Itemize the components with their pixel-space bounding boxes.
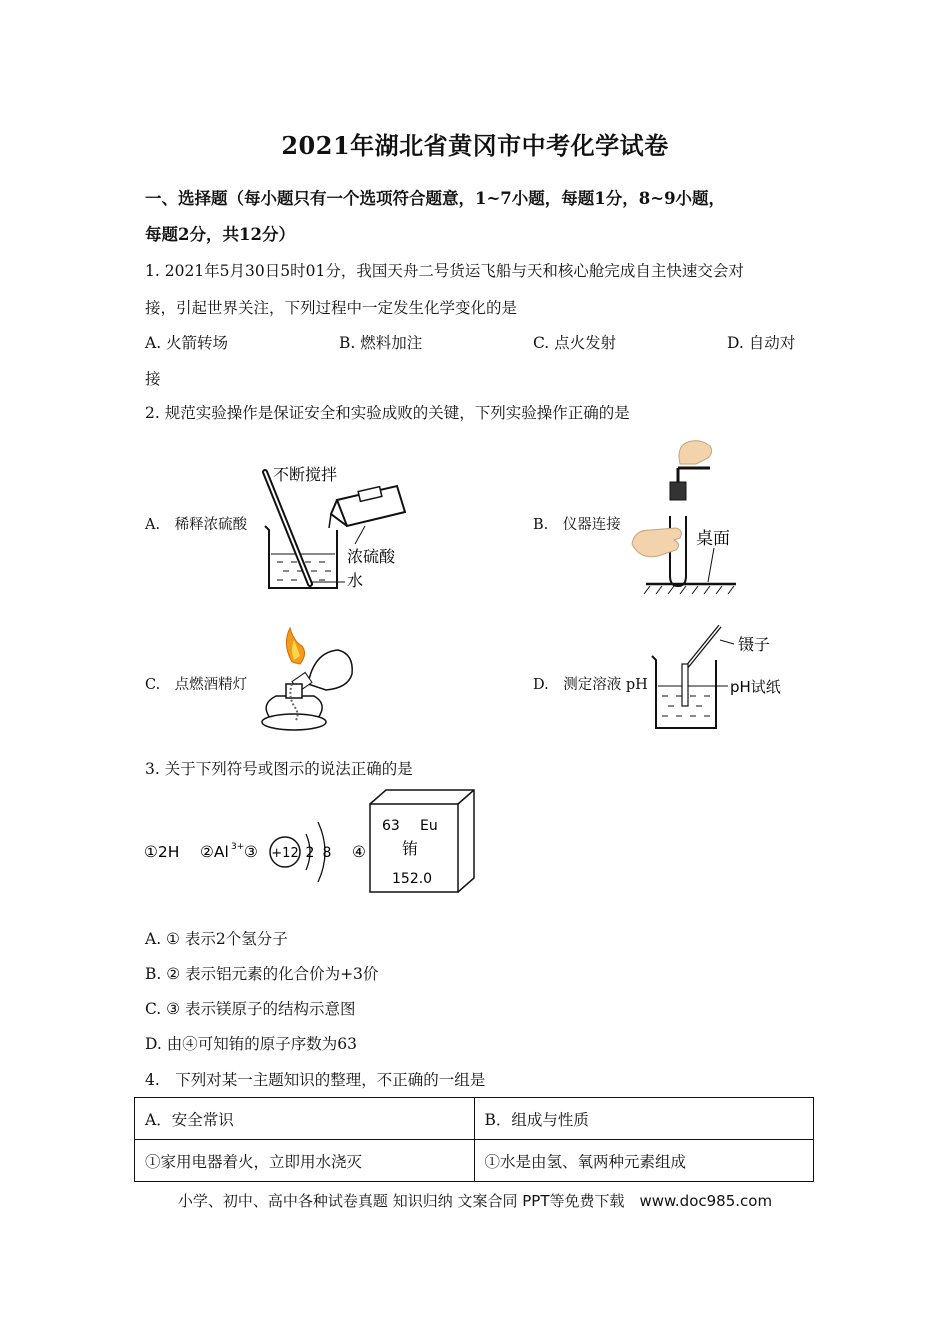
q4-stem: 4. 下列对某一主题知识的整理，不正确的一组是 — [145, 1071, 486, 1089]
q1-option-b: B. 燃料加注 — [339, 334, 423, 352]
dilute-acid-figure — [255, 458, 430, 598]
q2-stem: 2. 规范实验操作是保证安全和实验成败的关键，下列实验操作正确的是 — [145, 404, 630, 422]
symbol-3: ③ — [244, 843, 258, 861]
table-row — [135, 1140, 814, 1182]
element-mass: 152.0 — [392, 871, 433, 887]
ph-test-figure — [648, 622, 793, 734]
table-cell: B．组成与性质 — [474, 1098, 814, 1140]
q3-stem: 3. 关于下列符号或图示的说法正确的是 — [145, 760, 413, 778]
shell-2-electrons: 8 — [322, 845, 332, 861]
q2-label-a: A. 稀释浓硫酸 — [145, 517, 248, 533]
label-desk: 桌面 — [696, 529, 730, 549]
symbol-al: ②Al — [200, 843, 229, 861]
alcohol-lamp-figure — [256, 622, 361, 737]
q3-option-d: D. 由④可知铕的原子序数为63 — [145, 1035, 357, 1053]
q1-option-d: D. 自动对 — [727, 334, 796, 352]
q1-stem-line2: 接，引起世界关注，下列过程中一定发生化学变化的是 — [145, 299, 518, 317]
q3-option-a: A. ① 表示2个氢分子 — [145, 930, 288, 948]
nucleus-charge: +12 — [271, 846, 299, 861]
q1-option-d-wrap: 接 — [145, 370, 161, 388]
symbol-2h: ①2H — [144, 843, 180, 861]
knowledge-table — [134, 1097, 814, 1182]
page-title: 2021年湖北省黄冈市中考化学试卷 — [281, 131, 669, 160]
q2-label-d: D. 测定溶液 pH — [533, 677, 648, 693]
q2-label-b: B. 仪器连接 — [533, 517, 621, 533]
shell-1-electrons: 2 — [305, 845, 315, 861]
symbol-al-charge: 3+ — [231, 842, 245, 852]
table-row — [135, 1098, 814, 1140]
q3-symbols-figure — [140, 786, 485, 896]
element-symbol: Eu — [420, 818, 438, 834]
section-heading-line2: 每题2分，共12分） — [145, 225, 295, 244]
table-cell: ①家用电器着火，立即用水浇灭 — [135, 1140, 475, 1182]
instrument-connect-figure — [628, 436, 788, 596]
label-ph-paper: pH试纸 — [730, 678, 781, 696]
label-tweezers: 镊子 — [738, 635, 771, 654]
table-cell: A．安全常识 — [135, 1098, 475, 1140]
element-number: 63 — [382, 818, 400, 834]
q3-option-b: B. ② 表示铝元素的化合价为+3价 — [145, 965, 379, 983]
q2-label-c: C. 点燃酒精灯 — [145, 677, 248, 693]
q1-option-c: C. 点火发射 — [533, 334, 617, 352]
q3-option-c: C. ③ 表示镁原子的结构示意图 — [145, 1000, 356, 1018]
q1-option-a: A. 火箭转场 — [145, 334, 229, 352]
table-cell: ①水是由氢、氧两种元素组成 — [474, 1140, 814, 1182]
label-water: 水 — [347, 571, 364, 590]
q1-stem-line1: 1. 2021年5月30日5时01分，我国天舟二号货运飞船与天和核心舱完成自主快速交会对 — [145, 262, 744, 280]
element-name: 铕 — [402, 839, 419, 858]
symbol-4: ④ — [352, 843, 366, 861]
label-conc-acid: 浓硫酸 — [347, 547, 396, 566]
label-stir: 不断搅拌 — [273, 465, 338, 484]
footer-text: 小学、初中、高中各种试卷真题 知识归纳 文案合同 PPT等免费下载 www.doc985.com — [177, 1192, 773, 1210]
section-heading-line1: 一、选择题（每小题只有一个选项符合题意，1~7小题，每题1分，8~9小题， — [145, 189, 726, 208]
